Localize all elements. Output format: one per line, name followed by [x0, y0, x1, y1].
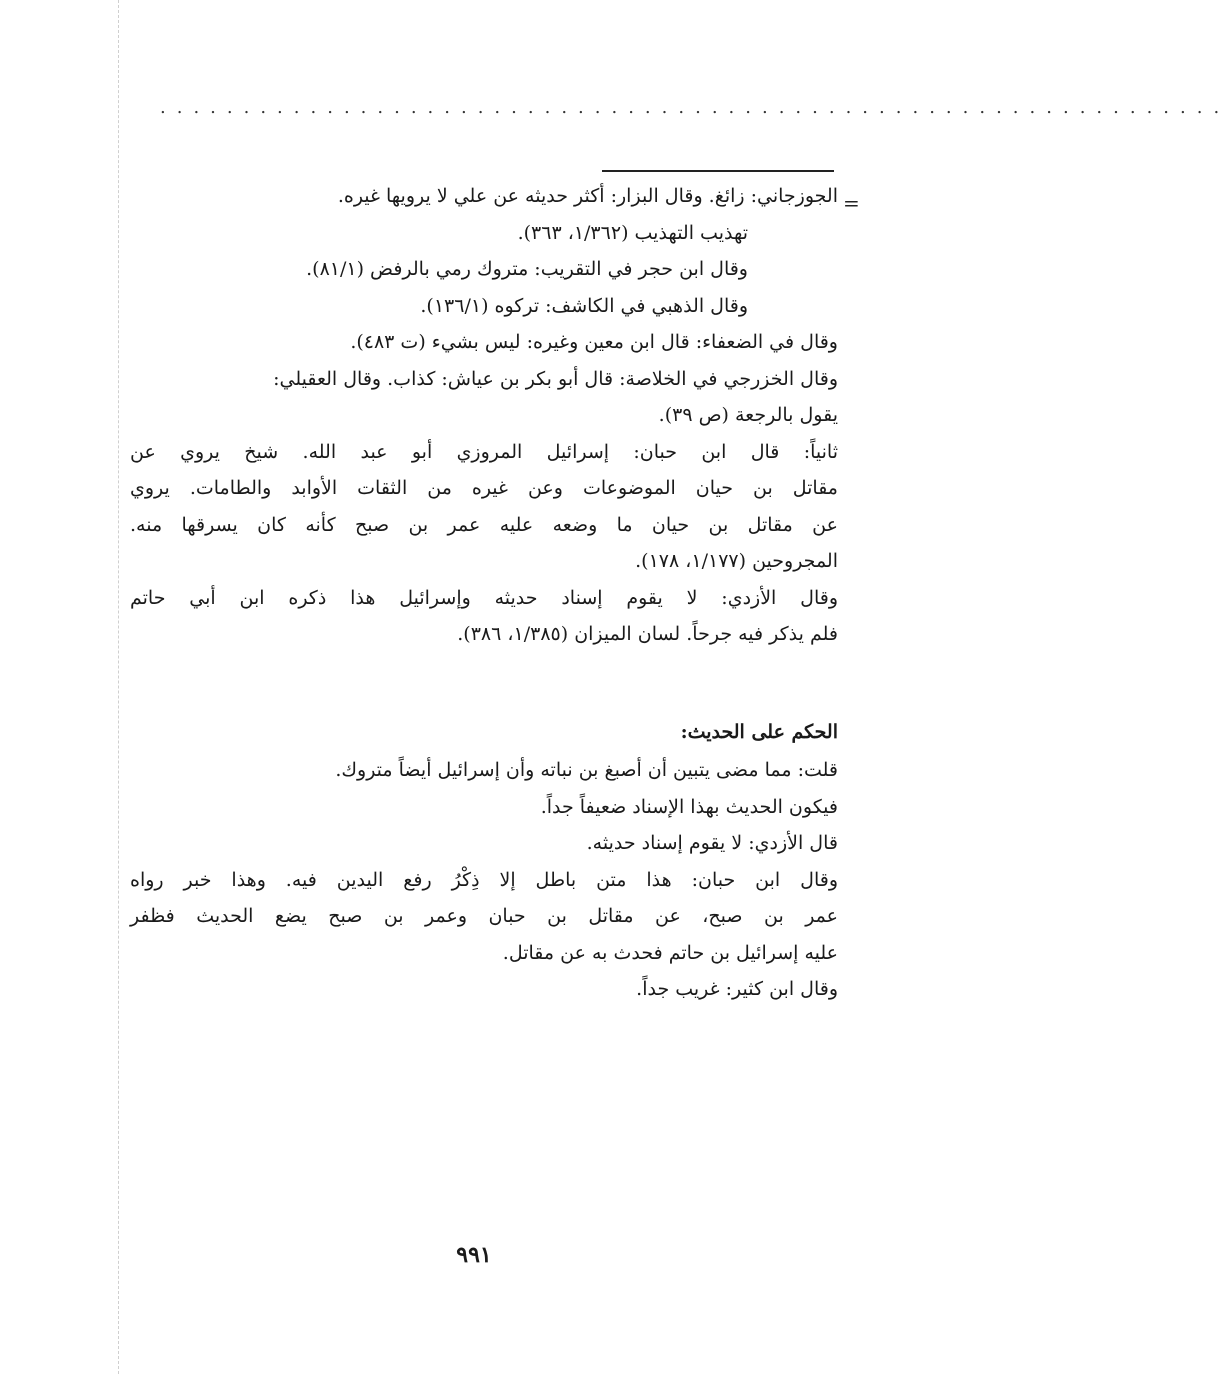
ruling-line: قال الأزدي: لا يقوم إسناد حديثه.	[586, 832, 838, 854]
footnote-line: وقال في الضعفاء: قال ابن معين وغيره: ليس بشيء (ت ٤٨٣).	[350, 331, 838, 353]
footnote-line: فلم يذكر فيه جرحاً. لسان الميزان (١/٣٨٥، ٣٨٦).	[457, 623, 838, 645]
section-heading: الحكم على الحديث:	[680, 721, 838, 743]
ruling-line: عليه إسرائيل بن حاتم فحدث به عن مقاتل.	[502, 941, 838, 964]
footnote-line: وقال ابن حجر في التقريب: متروك رمي بالرفض (٨١/١).	[306, 258, 748, 280]
footnote-line: يقول بالرجعة (ص ٣٩).	[658, 404, 838, 426]
footnote-line: وقال الذهبي في الكاشف: تركوه (١٣٦/١).	[420, 294, 748, 317]
footnote-line: مقاتل بن حيان الموضوعات وعن غيره من الثقات الأوابد والطامات. يروي	[130, 477, 838, 499]
footnote-continuation-mark: =	[843, 191, 860, 215]
footnote-line: الجوزجاني: زائغ. وقال البزار: أكثر حديثه عن علي لا يرويها غيره.	[337, 185, 838, 207]
footnote-line: وقال الأزدي: لا يقوم إسناد حديثه وإسرائيل هذا ذكره ابن أبي حاتم	[130, 586, 838, 609]
binding-guide-line	[118, 0, 119, 1374]
ruling-line: وقال ابن حبان: هذا متن باطل إلا ذِكْرُ رفع اليدين فيه. وهذا خبر رواه	[130, 868, 838, 891]
ruling-line: فيكون الحديث بهذا الإسناد ضعيفاً جداً.	[540, 795, 838, 818]
footnote-line: المجروحين (١/١٧٧، ١٧٨).	[635, 550, 838, 572]
footnote-block	[130, 178, 838, 653]
ruling-line: وقال ابن كثير: غريب جداً.	[636, 978, 838, 1000]
footnote-line: وقال الخزرجي في الخلاصة: قال أبو بكر بن عياش: كذاب. وقال العقيلي:	[273, 367, 838, 390]
header-dotted-line: ................................................................	[160, 97, 1230, 118]
ruling-line: عمر بن صبح، عن مقاتل بن حبان وعمر بن صبح يضع الحديث فظفر	[130, 905, 838, 927]
page-number: ٩٩١	[456, 1242, 492, 1268]
footnote-line: تهذيب التهذيب (١/٣٦٢، ٣٦٣).	[517, 221, 748, 244]
ruling-section	[130, 712, 838, 1008]
ruling-line: قلت: مما مضى يتبين أن أصبغ بن نباته وأن إسرائيل أيضاً متروك.	[335, 759, 838, 781]
footnote-line: ثانياً: قال ابن حبان: إسرائيل المروزي أبو عبد الله. شيخ يروي عن	[130, 440, 838, 463]
footnote-line: عن مقاتل بن حيان ما وضعه عليه عمر بن صبح كأنه كان يسرقها منه.	[130, 513, 838, 536]
footnote-separator-rule	[602, 170, 834, 172]
